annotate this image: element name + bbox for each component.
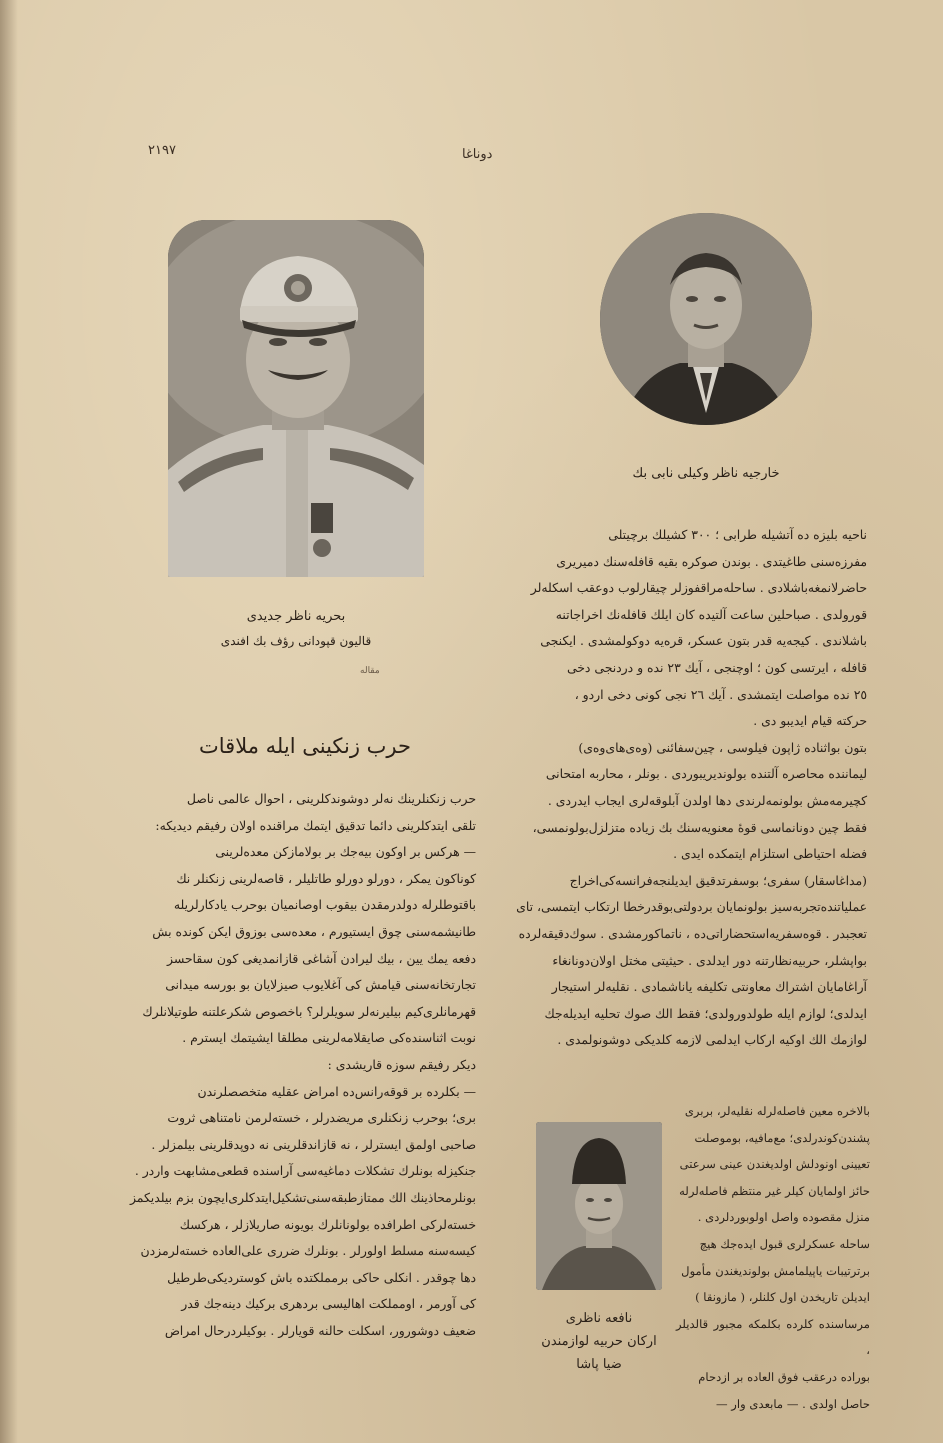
narrow-text-line: مرساسنده کلرده بکلمکه مجبور قالدیلر ، bbox=[676, 1316, 870, 1358]
left-text-line: خسته‌لرکی اطرافده بولونانلرك بویونه صاریلازلر ، هرکسك bbox=[179, 1216, 476, 1232]
left-text-line: تجارتخانه‌سنی قیامش کی آغلایوب صیزلایان بو بورسه میدانی bbox=[165, 977, 476, 993]
right-text-line: مفرزه‌سنی طاغیتدی . بوندن صوکره بقیه قافله‌سنك دمیریری bbox=[556, 553, 867, 569]
left-text-line: دیکر رفیقم سوزه قاریشدی : bbox=[327, 1056, 476, 1072]
portrait-photo-naval-minister bbox=[168, 220, 424, 577]
left-text-line: نوبت اثناسنده‌کی صایقلامه‌لرینی مطلقا ایشیتمك ایسترم . bbox=[182, 1030, 476, 1046]
page-number: ۲۱۹۷ bbox=[148, 143, 176, 158]
left-photo-caption-line-2: قالیون قپودانی رؤف بك افندی bbox=[220, 634, 372, 648]
left-text-line: کیسه‌سنه مسلط اولورلر . بونلرك ضرری علی‌العاده خسته‌لرمزدن bbox=[140, 1243, 476, 1259]
left-text-line: بری؛ بوحرب زنکنلری مریضدرلر ، خسته‌لرمن نامتناهی ثروت bbox=[167, 1110, 476, 1126]
right-text-line: لوازمك الك اوکیه ارکاب ایدلمی لازمه کلدیکی دوشونولمدی . bbox=[557, 1032, 867, 1048]
left-text-line: بونلرمحاذینك الك ممتازطبقه‌سنی‌تشکیل‌ایتدکلری‌ایچون بزم بیلدیکمز bbox=[129, 1189, 476, 1205]
narrow-text-line: منزل مقصوده واصل اولوبوردلردی . bbox=[697, 1210, 870, 1225]
left-text-line: کوناکون یمکر ، دورلو دورلو طاتلیلر ، قاصه‌لرینی زنکنلر نك bbox=[176, 870, 476, 886]
left-text-line: جنکیزله بونلرك تشکلات دماغیه‌سی آراسنده قطعی‌مشابهت واردر . bbox=[134, 1163, 476, 1179]
left-text-line: حرب زنکنلرینك نه‌لر دوشوندکلرینی ، احوال عالمی ناصل bbox=[186, 791, 476, 806]
running-title: دوناغا bbox=[462, 147, 493, 162]
right-text-line: ایدلدی؛ لوازم ایله طولدورولدی؛ فقط الك صوك تحلیه ایدیله‌جك bbox=[544, 1005, 867, 1021]
bottom-photo-caption-line-3: ضیا پاشا bbox=[576, 1357, 622, 1372]
right-text-line: فضله احتیاطی استلزام ایتمکده ایدی . bbox=[673, 846, 867, 862]
right-text-line: ناحیه بلیزه ده آتشیله طرابی ؛ ٣٠٠ کشیلك برچیتلی bbox=[608, 527, 867, 542]
right-text-line: حاضرلانمغه‌باشلادی . ساحله‌مراقفوزلر چیقارلوب دوعقب اسکله‌لر bbox=[530, 580, 867, 596]
narrow-text-line: حاصل اولدی . — مابعدی وار — bbox=[716, 1396, 870, 1411]
right-text-line: حرکته قیام ایدیبو دی . bbox=[753, 713, 867, 729]
right-text-line: عملیاتنده‌تجربه‌سیز بولونمایان بردولتی‌بوقدرخطا ارتکاب ایتمسی، تای bbox=[516, 899, 867, 915]
narrow-text-line: تعیینی اونودلش اولدیغندن عینی سرعتی bbox=[679, 1157, 870, 1172]
left-text-line: — بکلرده بر قوقه‌رانس‌ده امراض عقلیه متخصصلرندن bbox=[197, 1083, 476, 1099]
narrow-text-line: پشندن‌کوندرلدی؛ مع‌مافیه، بوموصلت bbox=[694, 1130, 870, 1145]
right-text-line: فقط چین دونانماسی قوهٔ معنویه‌سنك بك زیاده متزلزل‌بولونمسی، bbox=[532, 819, 867, 835]
narrow-text-line: بالاخره معین فاصله‌لرله نقلیه‌لر، بربری bbox=[684, 1104, 870, 1118]
left-text-line: قهرمانلری‌کیم بیلیرنه‌لر سویلرلر؟ باخصوص شکرعلتنه طوتیلانلرك bbox=[142, 1003, 476, 1019]
left-photo-caption-line-1: بحریه ناظر جدیدی bbox=[246, 609, 346, 624]
left-text-line: کی آورمر ، اومملکت اهالیسی بردهری برکیك دینه‌جك قدر bbox=[181, 1296, 476, 1312]
portrait-photo-foreign-minister bbox=[600, 213, 812, 425]
pasha-portrait-illustration bbox=[536, 1122, 662, 1290]
left-text-line: — هرکس بر اوکون بیه‌جك بر بولامازکن معده‌لرینی bbox=[215, 844, 476, 860]
right-text-line: ٢٥ نده مواصلت ایتمشدی . آیك ٢٦ نجی کونی دخی اردو ، bbox=[574, 686, 867, 702]
officer-portrait-illustration bbox=[168, 220, 424, 577]
bottom-photo-caption-line-1: نافعه ناظری bbox=[565, 1311, 633, 1326]
right-photo-caption: خارجیه ناظر وکیلی نابی بك bbox=[632, 466, 780, 481]
narrow-text-line: حائز اولمایان کیلر غیر منتظم فاصله‌لرله bbox=[679, 1183, 870, 1198]
left-text-line: باقتوطلرله دولدرمقدن بیقوب اوصانمیان بوحرب یادکارلریله bbox=[173, 897, 476, 913]
narrow-text-line: برترتیبات یاپیلمامش بولوندیغندن مأمول bbox=[681, 1263, 870, 1278]
right-text-line: (مداغاسقار) سفری؛ بوسفرتدقیق ایدیلنجه‌فرانسه‌کی‌اخراج bbox=[569, 872, 867, 888]
right-text-line: لیماننده محاصره آلتنده بولوندیریبوردی . بونلر ، محاربه امتحانی bbox=[545, 766, 867, 782]
article-title: حرب زنکینی ایله ملاقات bbox=[199, 734, 411, 758]
narrow-text-line: بوراده درعقب فوق العاده بر ازدحام bbox=[698, 1369, 870, 1384]
left-article-body bbox=[106, 786, 476, 1344]
right-text-line: قافله ، ایرتسی کون ؛ اوچنجی ، آیك ٢٣ نده و دردنجی دخی bbox=[566, 659, 867, 675]
right-narrow-column bbox=[676, 1098, 870, 1417]
left-text-line: طانیشمه‌سنی چوق ایستیورم ، معده‌سی بوزوق ایکن کونده بش bbox=[152, 923, 476, 939]
left-text-line: صاحبی اولمق ایسترلر ، نه قازاندقلرینی نه دوپدقلرینی بیلمزلر . bbox=[151, 1136, 476, 1152]
portrait-photo-public-works-minister bbox=[536, 1122, 662, 1290]
bottom-photo-caption-line-2: ارکان حربیه لوازمندن bbox=[541, 1334, 657, 1349]
right-text-line: کچیرمه‌مش بولونمه‌لرندی دها اولدن آبلوقه‌لری ایجاب ایدردی . bbox=[547, 792, 867, 808]
left-text-line: دفعه یمك یین ، بیك لیرادن آشاغی قازانمدیغی کون سقاحسز bbox=[167, 950, 476, 966]
right-text-line: قورولدی . صباحلین ساعت آلتیده کان ایلك قافله‌نك اخراجاتنه bbox=[555, 606, 867, 622]
right-text-line: بواپشلر، حربیه‌نظارتنه دور ایدلدی . حیثیتی مختل اولان‌دونانغاء bbox=[552, 952, 867, 968]
article-kicker: مقاله bbox=[360, 666, 380, 676]
gentleman-portrait-illustration bbox=[600, 213, 812, 425]
right-text-line: تعجبدر . قوه‌سفریه‌استحضاراتی‌ده ، ناتماکورمشدی . سوك‌دقیقه‌لرده bbox=[518, 925, 867, 941]
narrow-text-line: ساحله عسکرلری قبول ایده‌جك هیچ bbox=[699, 1236, 870, 1251]
binding-fold-shadow bbox=[0, 0, 18, 1443]
right-article-body bbox=[515, 522, 867, 1054]
narrow-text-line: ایدیلن تاریخدن اول کلنلر، ( مازونقا ) bbox=[695, 1290, 870, 1305]
left-text-line: ضعیف دوشورور، اسکلت حالنه قویارلر . بوکیلردرحال امراض bbox=[164, 1322, 476, 1338]
right-text-line: بتون بواثناده ژاپون فیلوسی ، چین‌سفائنی (وه‌ی‌های‌وه‌ی) bbox=[578, 739, 867, 755]
right-text-line: باشلاندی . کیجه‌یه قدر بتون عسکر، قره‌یه دوکولمشدی . ایکنجی bbox=[540, 633, 867, 649]
left-text-line: دها چوقدر . انکلی حاکی برمملکتده باش کوستردیکی‌طرطیل bbox=[167, 1269, 476, 1285]
right-text-line: آراغامایان اشتراك معاونتی تکلیفه یاناشمادی . نقلیه‌لر استیجار bbox=[551, 979, 867, 995]
left-text-line: تلقی ایتدکلرینی دائما تدقیق ایتمك مراقنده اولان رفیقم دیدیکه: bbox=[155, 817, 476, 833]
